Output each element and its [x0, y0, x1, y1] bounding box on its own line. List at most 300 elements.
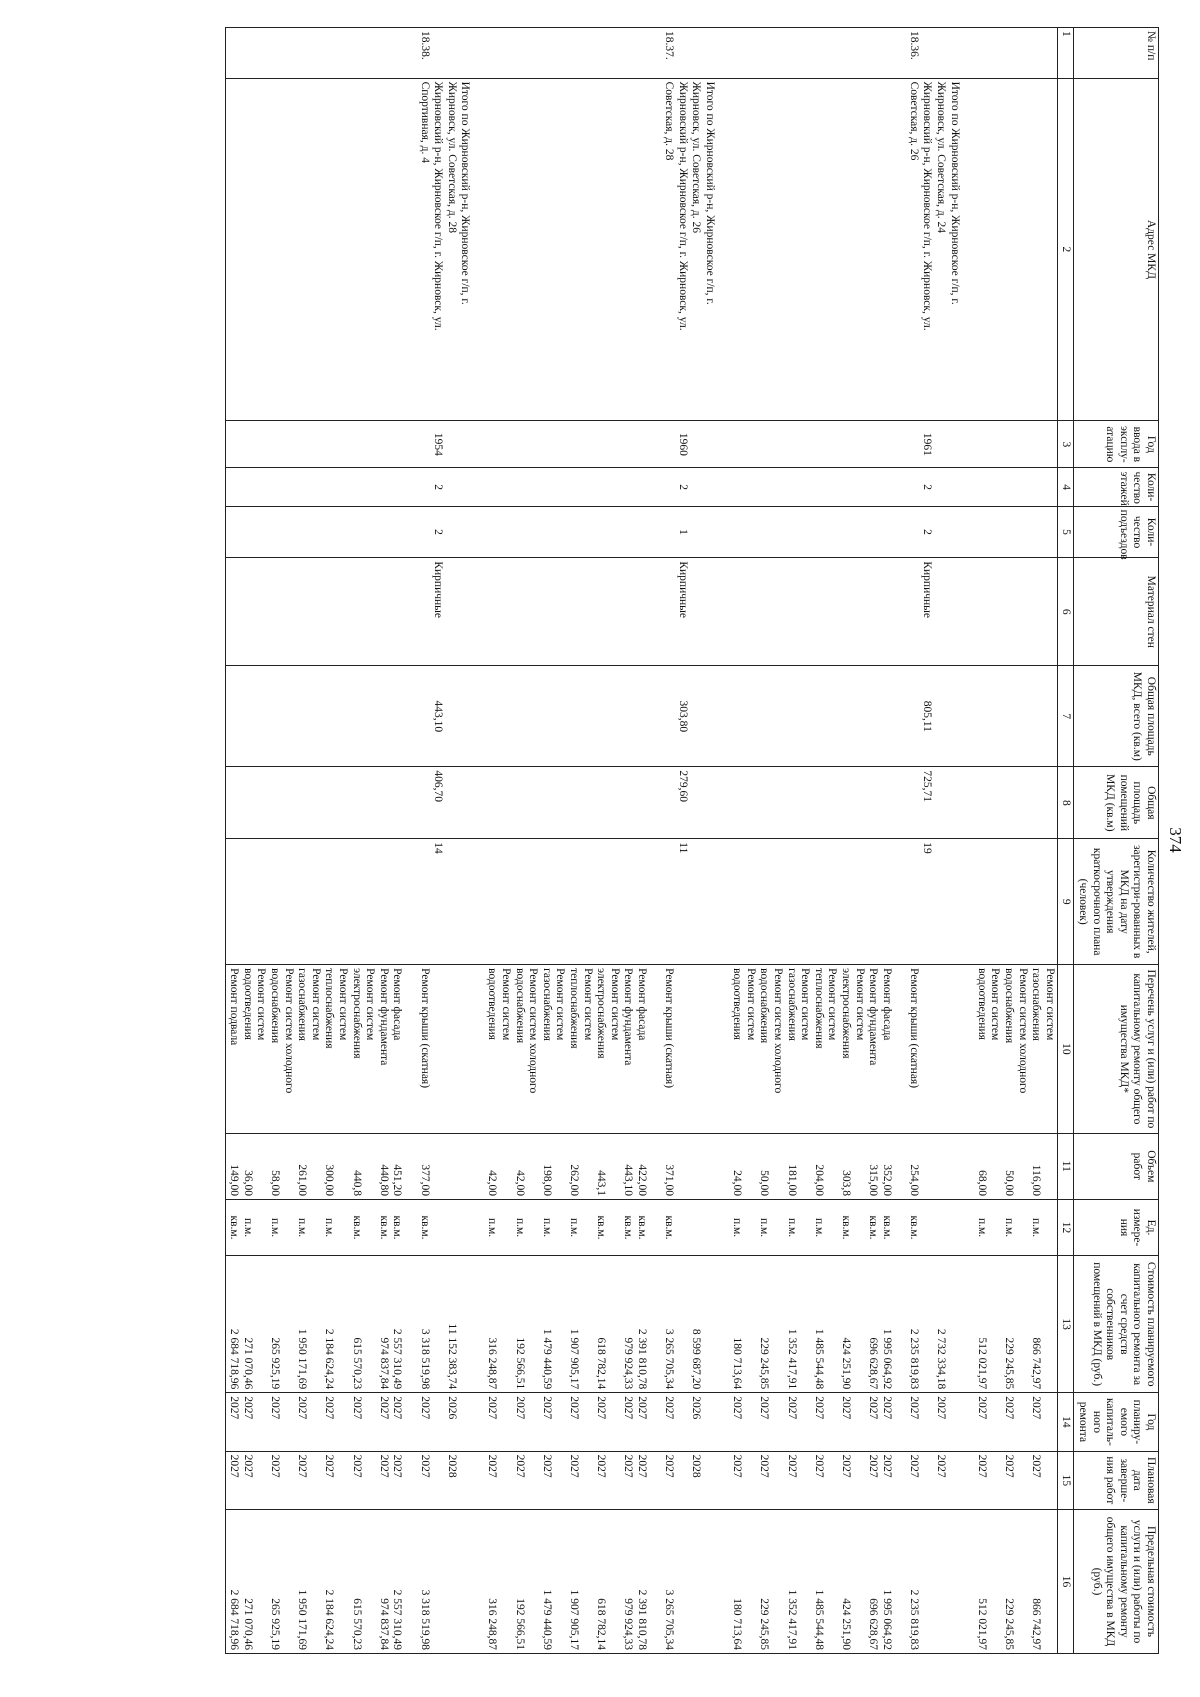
empty-line [308, 842, 322, 961]
empty-line [893, 669, 907, 763]
work-item-line: Ремонт фасада [636, 968, 649, 1041]
address-line: Жирновск, ул. Советская, д. 28 [445, 81, 458, 234]
work-volume-value: 181,00 [785, 1164, 798, 1196]
empty-line [349, 471, 363, 502]
empty-line [363, 1513, 377, 1650]
empty-line [743, 31, 757, 75]
empty-line [444, 31, 458, 75]
work-item-line: водоснабжения [1003, 968, 1016, 1044]
repair-year-value: 2027 [241, 1396, 254, 1420]
empty-line [1015, 471, 1029, 502]
empty-line [702, 968, 716, 1130]
empty-line [403, 471, 417, 502]
empty-line [798, 1513, 812, 1650]
empty-line [553, 561, 567, 662]
empty-line [852, 1513, 866, 1650]
address-line: Итого по Жирновский р-н, Жирновское г/п, г. [459, 81, 472, 305]
empty-line [431, 1137, 445, 1196]
unit-value: п.м. [513, 1217, 526, 1238]
empty-line [308, 31, 322, 75]
empty-line [825, 510, 839, 555]
empty-line [947, 561, 961, 662]
empty-line [267, 770, 281, 835]
empty-line [403, 1203, 417, 1252]
empty-line [390, 669, 404, 763]
empty-line [281, 561, 295, 662]
empty-line [526, 1396, 540, 1447]
empty-line [553, 842, 567, 961]
empty-line [376, 669, 390, 763]
work-item-line: газоснабжения [296, 968, 309, 1041]
empty-line [553, 1259, 567, 1389]
empty-line [730, 424, 744, 464]
empty-line [852, 561, 866, 662]
empty-line [743, 510, 757, 555]
empty-line [770, 1513, 784, 1650]
work-volume-value: 440,80 [377, 1164, 390, 1196]
empty-line [675, 1396, 689, 1447]
empty-line [308, 1137, 322, 1196]
empty-line [594, 82, 608, 418]
empty-line [227, 510, 241, 555]
empty-line [1042, 561, 1056, 662]
empty-line [308, 1259, 322, 1389]
empty-line [403, 1396, 417, 1447]
empty-line [784, 510, 798, 555]
column-number: 11 [1057, 1133, 1074, 1199]
unit-value: кв.м. [391, 1215, 404, 1240]
empty-line [267, 842, 281, 961]
work-item-line: теплоснабжения [812, 968, 825, 1049]
empty-line [798, 471, 812, 502]
work-item-line: Ремонт крыши (скатная) [907, 968, 920, 1089]
empty-line [1042, 770, 1056, 835]
empty-line [1015, 842, 1029, 961]
repair-cost-value: 265 925,19 [269, 1337, 281, 1390]
empty-line [308, 424, 322, 464]
empty-line [702, 424, 716, 464]
work-item-line: Ремонт систем [744, 968, 757, 1041]
column-number: 1 [1057, 28, 1074, 79]
empty-line [716, 1259, 730, 1389]
empty-line [716, 510, 730, 555]
empty-line [308, 1396, 322, 1447]
repair-cost-value: 2 557 310,49 [391, 1328, 404, 1390]
empty-line [1015, 1513, 1029, 1650]
empty-line [1042, 31, 1056, 75]
empty-line [988, 510, 1002, 555]
empty-line [607, 82, 621, 418]
empty-line [906, 510, 920, 555]
empty-line [702, 31, 716, 75]
empty-line [485, 82, 499, 418]
empty-line [920, 1455, 934, 1506]
empty-line [961, 1259, 975, 1389]
completion-date-value: 2027 [350, 1454, 363, 1478]
empty-line [893, 471, 907, 502]
max-cost-value: 1 352 417,91 [785, 1589, 798, 1650]
empty-line [607, 1396, 621, 1447]
empty-line [784, 31, 798, 75]
unit-value: кв.м. [867, 1215, 880, 1240]
unit-value: кв.м. [907, 1215, 920, 1240]
empty-line [947, 968, 961, 1130]
empty-line [526, 1137, 540, 1196]
empty-line [403, 669, 417, 763]
empty-line [852, 1396, 866, 1447]
work-volume-value: 149,00 [228, 1164, 241, 1196]
empty-line [349, 82, 363, 418]
empty-line [539, 471, 553, 502]
work-item-line: газоснабжения [785, 968, 798, 1041]
empty-line [716, 1396, 730, 1447]
empty-line [580, 1455, 594, 1506]
completion-date-value: 2027 [622, 1454, 635, 1478]
empty-line [254, 1455, 268, 1506]
empty-line [1015, 1259, 1029, 1389]
completion-date-value: 2027 [1003, 1454, 1016, 1478]
work-item-line: Ремонт систем [309, 968, 322, 1041]
repair-cost-value: 2 184 624,24 [323, 1328, 336, 1390]
empty-line [648, 471, 662, 502]
empty-line [539, 561, 553, 662]
empty-line [539, 770, 553, 835]
repair-year-value: 2027 [568, 1396, 581, 1420]
empty-line [553, 510, 567, 555]
empty-line [254, 1259, 268, 1389]
empty-line [988, 1396, 1002, 1447]
empty-line [580, 1259, 594, 1389]
work-volume-value: 300,00 [323, 1164, 336, 1196]
empty-line [471, 1513, 485, 1650]
empty-line [1015, 770, 1029, 835]
empty-line [1042, 510, 1056, 555]
empty-line [634, 669, 648, 763]
completion-date-value: 2027 [568, 1454, 581, 1478]
empty-line [363, 510, 377, 555]
row-number: 18.36. [907, 31, 920, 60]
empty-line [634, 31, 648, 75]
empty-line [390, 842, 404, 961]
empty-line [743, 471, 757, 502]
empty-line [403, 1455, 417, 1506]
empty-line [852, 510, 866, 555]
empty-line [376, 31, 390, 75]
empty-line [281, 471, 295, 502]
work-volume-value: 451,20 [391, 1164, 404, 1196]
repair-year-value: 2027 [907, 1396, 920, 1420]
header-col-2: Адрес МКД [1074, 78, 1159, 421]
work-volume-value: 440,8 [350, 1170, 363, 1196]
empty-line [376, 510, 390, 555]
empty-line [784, 669, 798, 763]
empty-line [893, 1137, 907, 1196]
empty-line [852, 770, 866, 835]
empty-line [838, 510, 852, 555]
empty-line [1029, 510, 1043, 555]
empty-line [716, 842, 730, 961]
empty-line [879, 669, 893, 763]
empty-line [594, 842, 608, 961]
unit-value: кв.м. [228, 1215, 241, 1240]
repair-cost-value: 1 352 417,91 [785, 1328, 798, 1390]
empty-line [485, 424, 499, 464]
empty-line [363, 471, 377, 502]
work-item-line: водоотведения [731, 968, 744, 1040]
empty-line [607, 510, 621, 555]
empty-line [1001, 669, 1015, 763]
header-col-8: Общая площадь помещений МКД (кв.м) [1074, 767, 1159, 839]
empty-line [281, 1396, 295, 1447]
repair-cost-value: 974 837,84 [377, 1337, 390, 1390]
empty-line [444, 561, 458, 662]
empty-line [417, 842, 431, 961]
empty-line [770, 1203, 784, 1252]
empty-line [363, 1203, 377, 1252]
empty-line [825, 842, 839, 961]
empty-line [499, 1455, 513, 1506]
work-item-line: электроснабжения [350, 968, 363, 1059]
empty-line [499, 82, 513, 418]
column-wall-material [225, 558, 1057, 666]
empty-line [566, 471, 580, 502]
empty-line [988, 82, 1002, 418]
completion-date-value: 2028 [690, 1454, 703, 1478]
empty-line [947, 1259, 961, 1389]
empty-line [961, 561, 975, 662]
header-col-1: № п/п [1074, 28, 1159, 79]
empty-line [838, 770, 852, 835]
empty-line [852, 842, 866, 961]
empty-line [757, 770, 771, 835]
empty-line [974, 669, 988, 763]
work-item-line: водоотведения [486, 968, 499, 1040]
empty-line [607, 842, 621, 961]
empty-line [254, 31, 268, 75]
empty-line [403, 424, 417, 464]
empty-line [580, 424, 594, 464]
empty-line [961, 82, 975, 418]
empty-line [254, 510, 268, 555]
empty-line [499, 770, 513, 835]
column-unit [225, 1199, 1057, 1255]
empty-line [1042, 82, 1056, 418]
empty-line [662, 669, 676, 763]
empty-line [458, 1513, 472, 1650]
completion-date-value: 2027 [880, 1454, 893, 1478]
header-col-11: Объем работ [1074, 1133, 1159, 1199]
empty-line [621, 471, 635, 502]
unit-value: п.м. [241, 1217, 254, 1238]
empty-line [798, 1396, 812, 1447]
empty-line [526, 1513, 540, 1650]
empty-line [893, 510, 907, 555]
completion-date-value: 2027 [839, 1454, 852, 1478]
total-area-value: 303,80 [676, 700, 689, 733]
max-cost-value: 1 907 905,17 [568, 1589, 581, 1650]
empty-line [1029, 561, 1043, 662]
unit-value: п.м. [323, 1217, 336, 1238]
repair-year-value: 2027 [731, 1396, 744, 1420]
empty-line [1042, 669, 1056, 763]
column-number: 3 [1057, 421, 1074, 468]
empty-line [770, 1396, 784, 1447]
empty-line [403, 561, 417, 662]
unit-value: кв.м. [377, 1215, 390, 1240]
empty-line [512, 669, 526, 763]
empty-line [784, 424, 798, 464]
empty-line [866, 669, 880, 763]
empty-line [444, 842, 458, 961]
empty-line [1015, 31, 1029, 75]
empty-line [376, 561, 390, 662]
empty-line [281, 82, 295, 418]
repair-year-value: 2027 [785, 1396, 798, 1420]
empty-line [607, 669, 621, 763]
empty-line [335, 669, 349, 763]
empty-line [811, 31, 825, 75]
empty-line [295, 510, 309, 555]
empty-line [974, 770, 988, 835]
empty-line [607, 1203, 621, 1252]
empty-line [811, 561, 825, 662]
empty-line [458, 1455, 472, 1506]
work-item-line: водоснабжения [513, 968, 526, 1044]
completion-date-value: 2027 [418, 1454, 431, 1478]
empty-line [526, 510, 540, 555]
max-cost-value: 2 184 624,24 [323, 1589, 336, 1650]
empty-line [743, 1455, 757, 1506]
empty-line [308, 1513, 322, 1650]
column-number: 8 [1057, 767, 1074, 839]
empty-line [471, 1137, 485, 1196]
empty-line [852, 31, 866, 75]
empty-line [662, 471, 676, 502]
empty-line [471, 561, 485, 662]
empty-line [689, 1513, 703, 1650]
repair-year-value: 2027 [391, 1396, 404, 1420]
empty-line [1042, 1396, 1056, 1447]
repair-cost-value: 1 950 171,69 [296, 1328, 309, 1390]
empty-line [730, 770, 744, 835]
repair-year-value: 2027 [975, 1396, 988, 1420]
empty-line [607, 1137, 621, 1196]
empty-line [893, 424, 907, 464]
empty-line [580, 471, 594, 502]
empty-line [1042, 1513, 1056, 1650]
column-number: 5 [1057, 506, 1074, 558]
repair-year-value: 2027 [418, 1396, 431, 1420]
empty-line [444, 510, 458, 555]
work-item-line: Ремонт систем [826, 968, 839, 1041]
empty-line [988, 561, 1002, 662]
work-item-line: Ремонт систем [989, 968, 1002, 1041]
repair-cost-value: 2 732 334,18 [935, 1328, 948, 1390]
work-item-line: газоснабжения [540, 968, 553, 1041]
empty-line [716, 1455, 730, 1506]
repair-year-value: 2027 [880, 1396, 893, 1420]
empty-line [825, 1513, 839, 1650]
empty-line [893, 842, 907, 961]
repair-cost-value: 316 248,87 [486, 1337, 499, 1390]
empty-line [879, 31, 893, 75]
empty-line [988, 424, 1002, 464]
header-col-14: Год планиру-емого капиталь-ного ремонта [1074, 1393, 1159, 1451]
work-item-line: Ремонт систем [853, 968, 866, 1041]
empty-line [702, 1455, 716, 1506]
empty-line [988, 471, 1002, 502]
empty-line [607, 471, 621, 502]
empty-line [281, 669, 295, 763]
empty-line [648, 1396, 662, 1447]
max-cost-value: 3 318 519,98 [418, 1589, 431, 1650]
empty-line [757, 669, 771, 763]
empty-line [471, 968, 485, 1130]
repair-cost-value: 615 570,23 [350, 1337, 363, 1390]
empty-line [471, 1396, 485, 1447]
empty-line [648, 770, 662, 835]
header-col-10: Перечень услуг и (или) работ по капитальному ремонту общего имущества МКД* [1074, 965, 1159, 1134]
repair-year-value: 2026 [690, 1396, 703, 1420]
empty-line [934, 669, 948, 763]
completion-date-value: 2027 [377, 1454, 390, 1478]
empty-line [1029, 471, 1043, 502]
empty-line [961, 842, 975, 961]
column-completion-date [225, 1451, 1057, 1509]
completion-date-value: 2027 [1030, 1454, 1043, 1478]
empty-line [730, 669, 744, 763]
empty-line [580, 770, 594, 835]
repair-cost-value: 1 995 064,92 [880, 1328, 893, 1390]
empty-line [308, 1203, 322, 1252]
empty-line [757, 424, 771, 464]
empty-line [743, 1513, 757, 1650]
empty-line [811, 471, 825, 502]
repair-cost-value: 1 479 440,59 [540, 1328, 553, 1390]
work-item-line: Ремонт систем [554, 968, 567, 1041]
empty-line [961, 510, 975, 555]
empty-line [444, 424, 458, 464]
completion-date-value: 2027 [513, 1454, 526, 1478]
empty-line [811, 669, 825, 763]
address-line: Жирновск, ул. Советская, д. 24 [935, 81, 948, 234]
empty-line [648, 1259, 662, 1389]
empty-line [499, 471, 513, 502]
work-item-line: электроснабжения [595, 968, 608, 1059]
empty-line [363, 1396, 377, 1447]
empty-line [390, 31, 404, 75]
empty-line [417, 669, 431, 763]
empty-line [852, 1203, 866, 1252]
empty-line [363, 561, 377, 662]
empty-line [947, 1455, 961, 1506]
empty-line [974, 82, 988, 418]
empty-line [403, 842, 417, 961]
empty-line [866, 842, 880, 961]
empty-line [1015, 561, 1029, 662]
empty-line [322, 770, 336, 835]
empty-line [920, 1203, 934, 1252]
repair-cost-value: 512 021,97 [975, 1337, 988, 1390]
empty-line [866, 510, 880, 555]
empty-line [471, 510, 485, 555]
max-cost-value: 2 391 810,78 [636, 1589, 649, 1650]
empty-line [607, 770, 621, 835]
empty-line [566, 510, 580, 555]
empty-line [757, 842, 771, 961]
empty-line [934, 31, 948, 75]
empty-line [594, 770, 608, 835]
